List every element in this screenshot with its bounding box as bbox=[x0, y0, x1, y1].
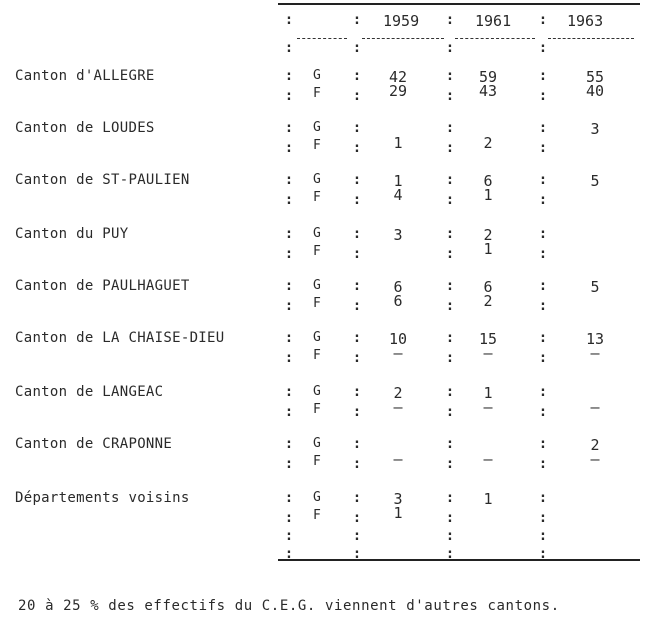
column-separator: : bbox=[445, 120, 455, 136]
value-f: – bbox=[590, 398, 600, 416]
column-separator: : bbox=[284, 88, 294, 104]
value-g: 3 bbox=[393, 226, 403, 244]
column-separator: : bbox=[445, 298, 455, 314]
column-separator: : bbox=[352, 40, 362, 56]
column-separator: : bbox=[538, 404, 548, 420]
column-separator: : bbox=[352, 404, 362, 420]
column-separator: : bbox=[284, 384, 294, 400]
column-separator: : bbox=[538, 246, 548, 262]
column-separator: : bbox=[538, 140, 548, 156]
value-g: 2 bbox=[590, 436, 600, 454]
column-separator: : bbox=[445, 88, 455, 104]
column-separator: : bbox=[352, 246, 362, 262]
column-separator: : bbox=[284, 12, 294, 28]
value-f: 6 bbox=[393, 292, 403, 310]
value-g: 5 bbox=[590, 172, 600, 190]
header-dash-4 bbox=[548, 38, 634, 39]
column-separator: : bbox=[352, 172, 362, 188]
column-separator: : bbox=[538, 192, 548, 208]
column-separator: : bbox=[352, 88, 362, 104]
value-g: 15 bbox=[478, 330, 498, 348]
value-g: 3 bbox=[590, 120, 600, 138]
column-separator: : bbox=[284, 528, 294, 544]
column-separator: : bbox=[284, 140, 294, 156]
g-label: G bbox=[313, 68, 321, 83]
column-separator: : bbox=[445, 172, 455, 188]
column-separator: : bbox=[352, 456, 362, 472]
value-f: 1 bbox=[393, 504, 403, 522]
value-g: 1 bbox=[483, 384, 493, 402]
column-separator: : bbox=[284, 172, 294, 188]
column-separator: : bbox=[284, 546, 294, 562]
value-g: 1 bbox=[483, 490, 493, 508]
column-separator: : bbox=[538, 436, 548, 452]
g-label: G bbox=[313, 226, 321, 241]
year-header-1959: 1959 bbox=[383, 12, 420, 30]
canton-name: Canton de PAULHAGUET bbox=[15, 278, 190, 294]
column-separator: : bbox=[284, 456, 294, 472]
column-separator: : bbox=[538, 120, 548, 136]
column-separator: : bbox=[538, 384, 548, 400]
column-separator: : bbox=[538, 490, 548, 506]
column-separator: : bbox=[284, 404, 294, 420]
value-f: 29 bbox=[388, 82, 408, 100]
canton-name: Canton de LANGEAC bbox=[15, 384, 164, 400]
column-separator: : bbox=[445, 546, 455, 562]
column-separator: : bbox=[538, 350, 548, 366]
value-g: 59 bbox=[478, 68, 498, 86]
year-header-1961: 1961 bbox=[475, 12, 512, 30]
column-separator: : bbox=[445, 278, 455, 294]
column-separator: : bbox=[352, 226, 362, 242]
column-separator: : bbox=[284, 192, 294, 208]
canton-name: Canton de CRAPONNE bbox=[15, 436, 173, 452]
value-f: 4 bbox=[393, 186, 403, 204]
column-separator: : bbox=[352, 528, 362, 544]
header-dash-2 bbox=[362, 38, 444, 39]
table-bottom-rule bbox=[278, 559, 640, 561]
column-separator: : bbox=[352, 140, 362, 156]
value-f: 2 bbox=[483, 292, 493, 310]
column-separator: : bbox=[445, 404, 455, 420]
f-label: F bbox=[313, 348, 321, 363]
value-g: 2 bbox=[483, 226, 493, 244]
value-g: 2 bbox=[393, 384, 403, 402]
g-label: G bbox=[313, 172, 321, 187]
column-separator: : bbox=[445, 246, 455, 262]
column-separator: : bbox=[538, 330, 548, 346]
column-separator: : bbox=[352, 298, 362, 314]
column-separator: : bbox=[284, 298, 294, 314]
column-separator: : bbox=[284, 246, 294, 262]
column-separator: : bbox=[284, 278, 294, 294]
column-separator: : bbox=[445, 350, 455, 366]
value-f: 43 bbox=[478, 82, 498, 100]
value-f: 1 bbox=[483, 186, 493, 204]
canton-name: Canton d'ALLEGRE bbox=[15, 68, 155, 84]
canton-name: Départements voisins bbox=[15, 490, 190, 506]
canton-name: Canton de LOUDES bbox=[15, 120, 155, 136]
column-separator: : bbox=[445, 436, 455, 452]
column-separator: : bbox=[352, 192, 362, 208]
column-separator: : bbox=[445, 192, 455, 208]
column-separator: : bbox=[284, 436, 294, 452]
value-f: 1 bbox=[393, 134, 403, 152]
column-separator: : bbox=[538, 456, 548, 472]
value-g: 6 bbox=[483, 278, 493, 296]
value-g: 5 bbox=[590, 278, 600, 296]
column-separator: : bbox=[538, 12, 548, 28]
column-separator: : bbox=[538, 510, 548, 526]
column-separator: : bbox=[284, 490, 294, 506]
value-g: 6 bbox=[393, 278, 403, 296]
value-g: 6 bbox=[483, 172, 493, 190]
column-separator: : bbox=[352, 278, 362, 294]
header-dash-3 bbox=[455, 38, 535, 39]
f-label: F bbox=[313, 402, 321, 417]
g-label: G bbox=[313, 278, 321, 293]
value-f: 2 bbox=[483, 134, 493, 152]
f-label: F bbox=[313, 244, 321, 259]
value-f: – bbox=[590, 450, 600, 468]
column-separator: : bbox=[445, 330, 455, 346]
value-f: 40 bbox=[585, 82, 605, 100]
canton-name: Canton du PUY bbox=[15, 226, 129, 242]
table-top-rule bbox=[278, 3, 640, 5]
column-separator: : bbox=[538, 528, 548, 544]
g-label: G bbox=[313, 120, 321, 135]
column-separator: : bbox=[445, 456, 455, 472]
column-separator: : bbox=[352, 330, 362, 346]
column-separator: : bbox=[445, 490, 455, 506]
g-label: G bbox=[313, 384, 321, 399]
value-g: 1 bbox=[393, 172, 403, 190]
canton-name: Canton de LA CHAISE-DIEU bbox=[15, 330, 225, 346]
value-f: – bbox=[483, 398, 493, 416]
value-g: 42 bbox=[388, 68, 408, 86]
g-label: G bbox=[313, 436, 321, 451]
f-label: F bbox=[313, 190, 321, 205]
value-g: 3 bbox=[393, 490, 403, 508]
column-separator: : bbox=[538, 278, 548, 294]
value-g: 13 bbox=[585, 330, 605, 348]
footnote: 20 à 25 % des effectifs du C.E.G. viennent d'autres cantons. bbox=[18, 598, 560, 614]
column-separator: : bbox=[352, 436, 362, 452]
value-f: – bbox=[393, 398, 403, 416]
column-separator: : bbox=[538, 298, 548, 314]
year-header-1963: 1963 bbox=[567, 12, 604, 30]
column-separator: : bbox=[538, 226, 548, 242]
value-g: 55 bbox=[585, 68, 605, 86]
column-separator: : bbox=[284, 226, 294, 242]
column-separator: : bbox=[445, 528, 455, 544]
f-label: F bbox=[313, 296, 321, 311]
value-f: – bbox=[483, 344, 493, 362]
f-label: F bbox=[313, 454, 321, 469]
column-separator: : bbox=[445, 68, 455, 84]
column-separator: : bbox=[284, 40, 294, 56]
column-separator: : bbox=[445, 12, 455, 28]
column-separator: : bbox=[284, 120, 294, 136]
column-separator: : bbox=[284, 350, 294, 366]
value-f: – bbox=[393, 344, 403, 362]
column-separator: : bbox=[352, 384, 362, 400]
column-separator: : bbox=[538, 68, 548, 84]
f-label: F bbox=[313, 86, 321, 101]
f-label: F bbox=[313, 138, 321, 153]
column-separator: : bbox=[284, 68, 294, 84]
value-f: – bbox=[393, 450, 403, 468]
column-separator: : bbox=[445, 384, 455, 400]
column-separator: : bbox=[538, 546, 548, 562]
column-separator: : bbox=[352, 350, 362, 366]
column-separator: : bbox=[284, 510, 294, 526]
value-f: 1 bbox=[483, 240, 493, 258]
value-f: – bbox=[590, 344, 600, 362]
canton-name: Canton de ST-PAULIEN bbox=[15, 172, 190, 188]
column-separator: : bbox=[445, 510, 455, 526]
column-separator: : bbox=[445, 40, 455, 56]
column-separator: : bbox=[352, 490, 362, 506]
g-label: G bbox=[313, 490, 321, 505]
value-f: – bbox=[483, 450, 493, 468]
column-separator: : bbox=[538, 40, 548, 56]
column-separator: : bbox=[352, 510, 362, 526]
column-separator: : bbox=[352, 546, 362, 562]
g-label: G bbox=[313, 330, 321, 345]
column-separator: : bbox=[352, 120, 362, 136]
column-separator: : bbox=[538, 88, 548, 104]
f-label: F bbox=[313, 508, 321, 523]
column-separator: : bbox=[284, 330, 294, 346]
column-separator: : bbox=[445, 226, 455, 242]
column-separator: : bbox=[538, 172, 548, 188]
column-separator: : bbox=[352, 68, 362, 84]
header-dash-1 bbox=[297, 38, 347, 39]
column-separator: : bbox=[352, 12, 362, 28]
column-separator: : bbox=[445, 140, 455, 156]
value-g: 10 bbox=[388, 330, 408, 348]
